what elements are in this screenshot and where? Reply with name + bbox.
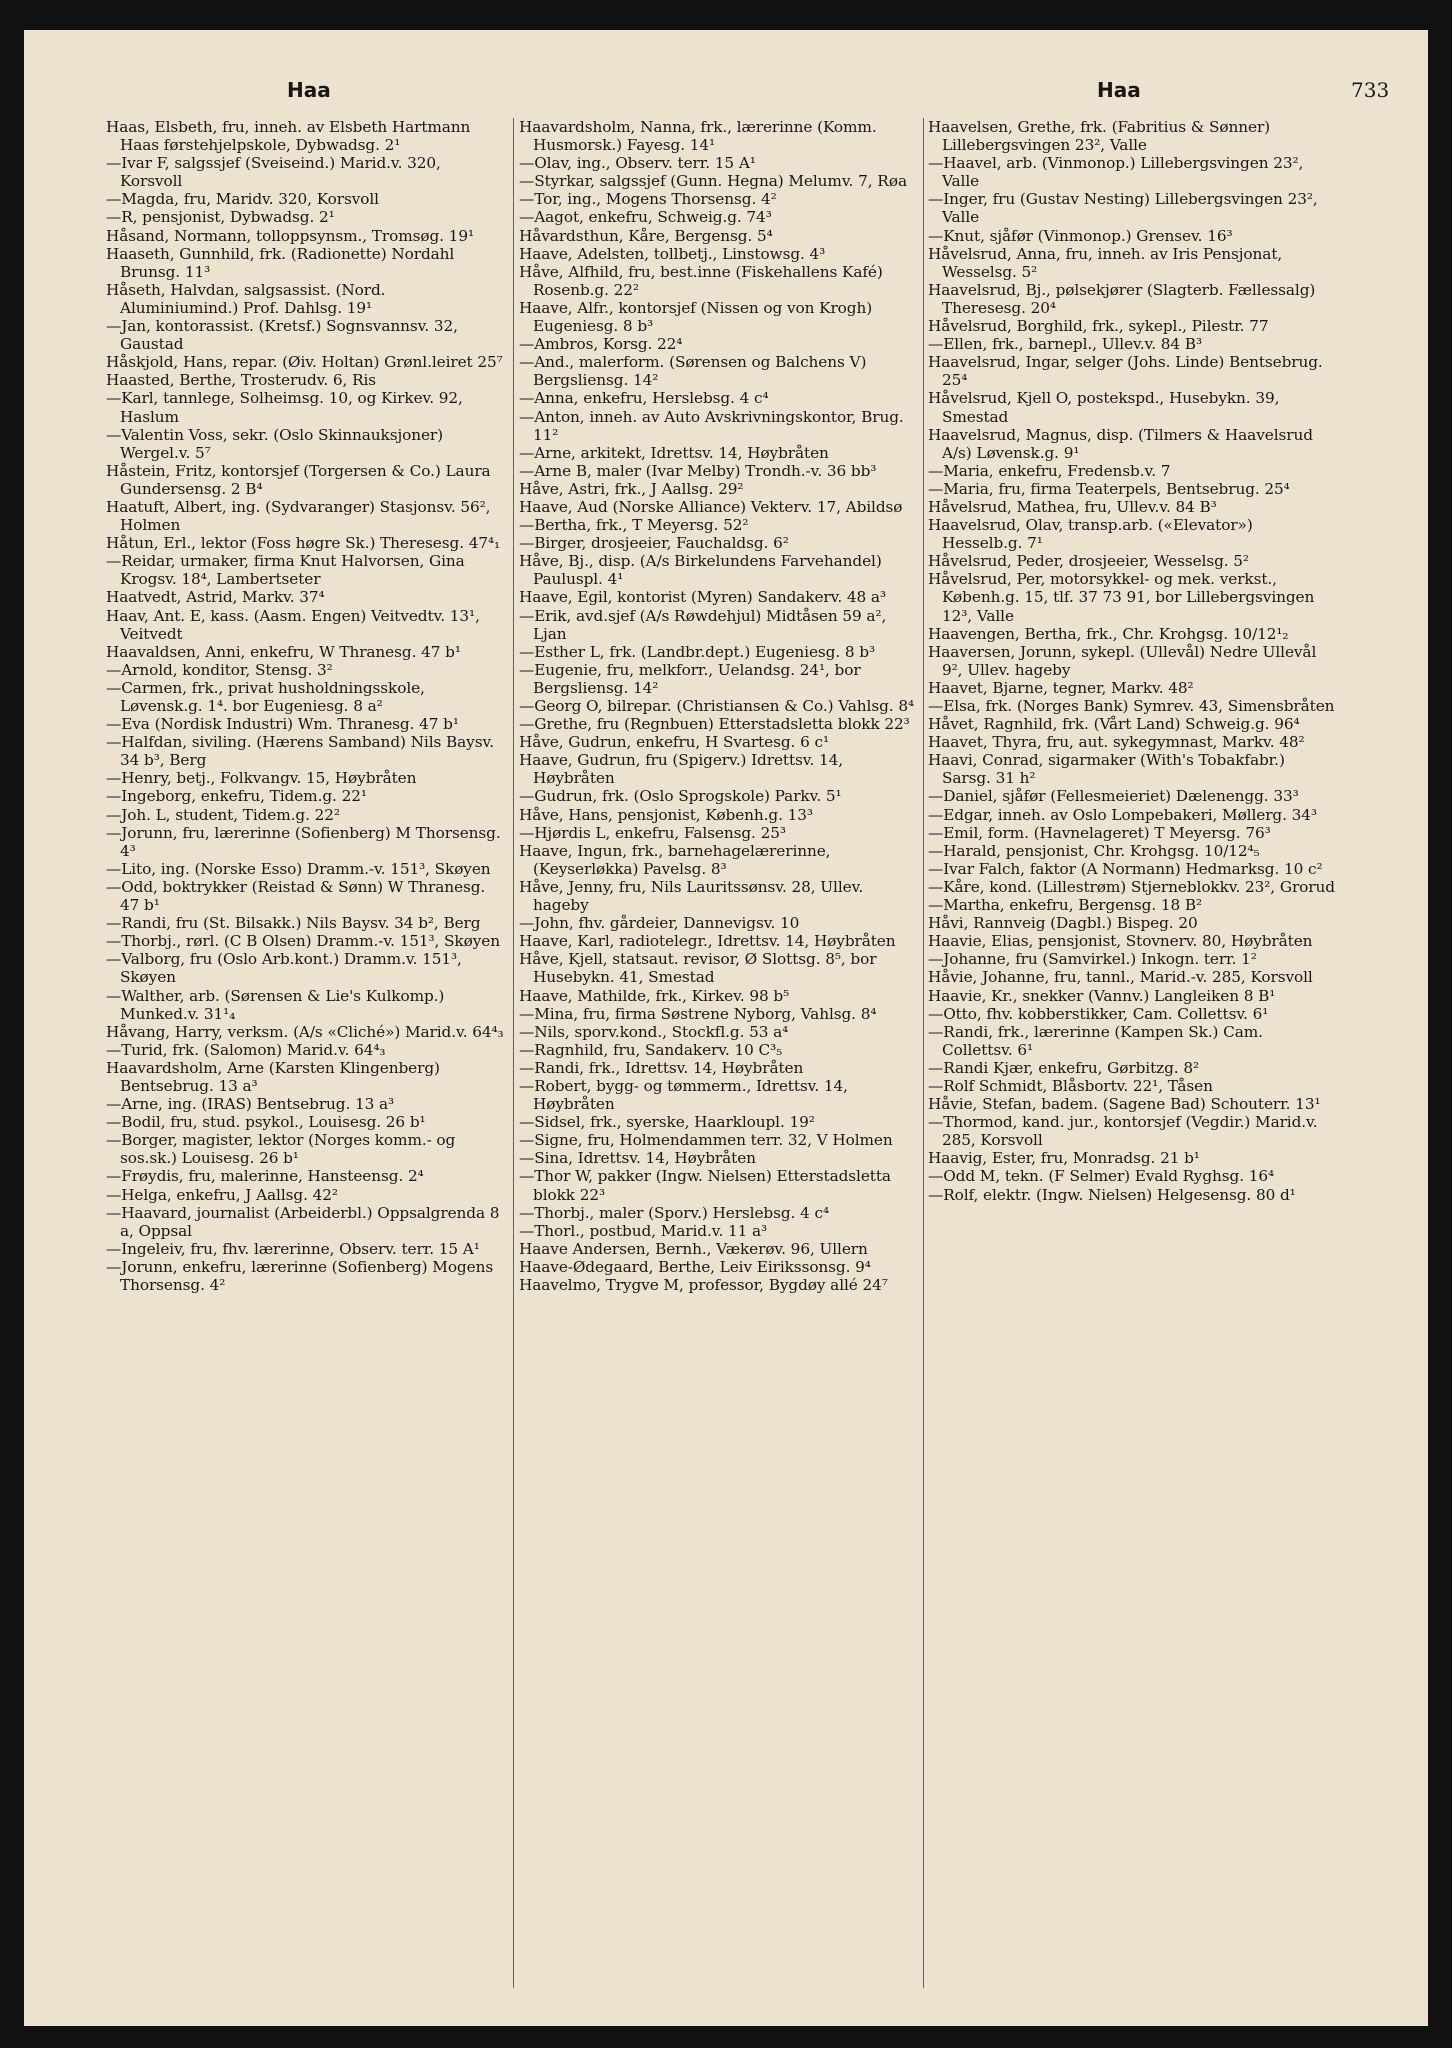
directory-entry: —Carmen, frk., privat husholdningsskole, Løvensk.g. 1⁴. bor Eugeniesg. 8 a² — [106, 678, 425, 715]
directory-entry: —Bodil, fru, stud. psykol., Louisesg. 26 b¹ — [106, 1113, 426, 1132]
directory-entry: Håseth, Halvdan, salgsassist. (Nord. Aluminiumind.) Prof. Dahlsg. 19¹ — [106, 280, 386, 317]
directory-entry: —Knut, sjåfør (Vinmonop.) Grensev. 16³ — [928, 226, 1233, 245]
directory-entry: —Hjørdis L, enkefru, Falsensg. 25³ — [519, 823, 786, 842]
directory-entry: —Borger, magister, lektor (Norges komm.- og sos.sk.) Louisesg. 26 b¹ — [106, 1131, 456, 1168]
directory-entry: —Rolf, elektr. (Ingw. Nielsen) Helgesensg. 80 d¹ — [928, 1185, 1296, 1204]
directory-entry: —Elsa, frk. (Norges Bank) Symrev. 43, Simensbråten — [928, 697, 1335, 715]
directory-entry: Håtun, Erl., lektor (Foss høgre Sk.) Theresesg. 47⁴₁ — [106, 534, 501, 553]
directory-entry: —Bertha, frk., T Meyersg. 52² — [519, 516, 749, 535]
directory-entry: —Randi, frk., Idrettsv. 14, Høybråten — [519, 1058, 804, 1077]
directory-entry: —John, fhv. gårdeier, Dannevigsv. 10 — [519, 914, 800, 933]
directory-entry: —Anton, inneh. av Auto Avskrivningskontor, Brug. 11² — [519, 407, 904, 444]
directory-entry: Haavelsen, Grethe, frk. (Fabritius & Sønner) Lillebergsvingen 23², Valle — [928, 118, 1271, 155]
directory-entry: —Thormod, kand. jur., kontorsjef (Vegdir.) Marid.v. 285, Korsvoll — [928, 1113, 1318, 1150]
directory-entry: Haavardsholm, Nanna, frk., lærerinne (Komm. Husmorsk.) Fayesg. 14¹ — [519, 118, 877, 155]
column-2 — [519, 118, 919, 2008]
directory-entry: —Ambros, Korsg. 22⁴ — [519, 335, 683, 354]
directory-entry: Håvardsthun, Kåre, Bergensg. 5⁴ — [519, 226, 773, 245]
directory-entry: —Arne B, maler (Ivar Melby) Trondh.-v. 36 bb³ — [519, 461, 877, 480]
directory-entry: —Thorbj., maler (Sporv.) Herslebsg. 4 c⁴ — [519, 1203, 829, 1222]
directory-entry: —Anna, enkefru, Herslebsg. 4 c⁴ — [519, 389, 769, 408]
directory-entry: Håskjold, Hans, repar. (Øiv. Holtan) Grønl.leiret 25⁷ — [106, 353, 503, 372]
directory-entry: —Karl, tannlege, Solheimsg. 10, og Kirkev. 92, Haslum — [106, 389, 463, 426]
directory-entry: —Ellen, frk., barnepl., Ullev.v. 84 B³ — [928, 335, 1202, 354]
directory-entry: —Walther, arb. (Sørensen & Lie's Kulkomp.) Munked.v. 31¹₄ — [106, 986, 445, 1023]
directory-entry: —Ingeleiv, fru, fhv. lærerinne, Observ. terr. 15 A¹ — [106, 1239, 480, 1258]
directory-entry: Haave, Mathilde, frk., Kirkev. 98 b⁵ — [519, 986, 790, 1005]
header-left-keyword: Haa — [287, 78, 331, 102]
directory-entry: —Odd, boktrykker (Reistad & Sønn) W Thranesg. 47 b¹ — [106, 877, 486, 915]
page-header — [24, 78, 1428, 108]
directory-entry: Håvie, Stefan, badem. (Sagene Bad) Schouterr. 13¹ — [928, 1095, 1321, 1114]
directory-entry: Haavaldsen, Anni, enkefru, W Thranesg. 47 b¹ — [106, 642, 461, 661]
directory-entry: Håvang, Harry, verksm. (A/s «Cliché») Marid.v. 64⁴₃ — [106, 1022, 504, 1041]
directory-entry: —Erik, avd.sjef (A/s Røwdehjul) Midtåsen 59 a², Ljan — [519, 606, 887, 643]
directory-entry: Haas, Elsbeth, fru, inneh. av Elsbeth Hartmann Haas førstehjelpskole, Dybwadsg. 2¹ — [106, 118, 471, 155]
directory-entry: Haave, Gudrun, fru (Spigerv.) Idrettsv. 14, Høybråten — [519, 751, 844, 788]
header-right-keyword: Haa — [1097, 78, 1141, 102]
directory-entry: —Magda, fru, Maridv. 320, Korsvoll — [106, 190, 379, 209]
directory-entry: Håsand, Normann, tolloppsynsm., Tromsøg. 19¹ — [106, 226, 474, 245]
directory-entry: —Randi Kjær, enkefru, Gørbitzg. 8² — [928, 1058, 1199, 1077]
directory-entry: —Grethe, fru (Regnbuen) Etterstadsletta blokk 22³ — [519, 715, 910, 734]
directory-entry: Håvi, Rannveig (Dagbl.) Bispeg. 20 — [928, 914, 1198, 933]
directory-entry: —Lito, ing. (Norske Esso) Dramm.-v. 151³, Skøyen — [106, 859, 491, 878]
directory-entry: Haave, Ingun, frk., barnehagelærerinne, (Keyserløkka) Pavelsg. 8³ — [519, 841, 831, 878]
directory-entry: —Kåre, kond. (Lillestrøm) Stjerneblokkv. 23², Grorud — [928, 877, 1335, 896]
directory-entry: —Maria, enkefru, Fredensb.v. 7 — [928, 461, 1171, 480]
directory-entry: —Ivar F, salgssjef (Sveiseind.) Marid.v. 320, Korsvoll — [106, 154, 441, 191]
directory-entry: —Eugenie, fru, melkforr., Uelandsg. 24¹, bor Bergsliensg. 14² — [519, 660, 861, 697]
directory-entry: Haaversen, Jorunn, sykepl. (Ullevål) Nedre Ullevål 9², Ullev. hageby — [928, 642, 1317, 679]
directory-entry: Håve, Hans, pensjonist, Københ.g. 13³ — [519, 805, 813, 824]
directory-entry: Haave, Egil, kontorist (Myren) Sandakerv. 48 a³ — [519, 588, 886, 607]
directory-entry: —Sina, Idrettsv. 14, Høybråten — [519, 1149, 756, 1168]
directory-entry: —Daniel, sjåfør (Fellesmeieriet) Dælenengg. 33³ — [928, 787, 1299, 806]
directory-entry: Haave, Alfr., kontorsjef (Nissen og von Krogh) Eugeniesg. 8 b³ — [519, 298, 873, 336]
directory-entry: —Edgar, inneh. av Oslo Lompebakeri, Møllerg. 34³ — [928, 805, 1317, 824]
directory-entry: Haatvedt, Astrid, Markv. 37⁴ — [106, 588, 325, 607]
directory-entry: —Haavel, arb. (Vinmonop.) Lillebergsvingen 23², Valle — [928, 154, 1304, 191]
column-divider — [923, 118, 924, 1988]
directory-entry: —Thorl., postbud, Marid.v. 11 a³ — [519, 1221, 768, 1240]
directory-entry: —Aagot, enkefru, Schweig.g. 74³ — [519, 208, 772, 227]
directory-entry: Håvelsrud, Kjell O, postekspd., Husebykn. 39, Smestad — [928, 389, 1280, 426]
directory-entry: Haavie, Elias, pensjonist, Stovnerv. 80, Høybråten — [928, 932, 1313, 951]
directory-entry: Håve, Gudrun, enkefru, H Svartesg. 6 c¹ — [519, 733, 829, 752]
directory-entry: —Thor W, pakker (Ingw. Nielsen) Etterstadsletta blokk 22³ — [519, 1167, 891, 1204]
directory-entry: Haaseth, Gunnhild, frk. (Radionette) Nordahl Brunsg. 11³ — [106, 244, 455, 281]
directory-entry: —Georg O, bilrepar. (Christiansen & Co.) Vahlsg. 8⁴ — [519, 697, 914, 715]
directory-entry: Haatuft, Albert, ing. (Sydvaranger) Stasjonsv. 56², Holmen — [106, 497, 491, 535]
directory-entry: —Johanne, fru (Samvirkel.) Inkogn. terr. 1² — [928, 950, 1257, 969]
directory-entry: —Frøydis, fru, malerinne, Hansteensg. 2⁴ — [106, 1167, 424, 1186]
column-3 — [928, 118, 1336, 2008]
directory-entry: Håvet, Ragnhild, frk. (Vårt Land) Schweig.g. 96⁴ — [928, 715, 1300, 734]
directory-entry: —Ragnhild, fru, Sandakerv. 10 C³₅ — [519, 1040, 783, 1059]
directory-entry: Haavet, Thyra, fru, aut. sykegymnast, Markv. 48² — [928, 733, 1305, 752]
directory-entry: —Olav, ing., Observ. terr. 15 A¹ — [519, 154, 756, 173]
directory-entry: —Esther L, frk. (Landbr.dept.) Eugeniesg. 8 b³ — [519, 642, 875, 661]
directory-entry: —Valentin Voss, sekr. (Oslo Skinnauksjoner) Wergel.v. 5⁷ — [106, 425, 444, 462]
directory-entry: —Arne, arkitekt, Idrettsv. 14, Høybråten — [519, 443, 829, 462]
directory-entry: Haavie, Kr., snekker (Vannv.) Langleiken 8 B¹ — [928, 986, 1276, 1005]
directory-entry: Håve, Alfhild, fru, best.inne (Fiskehallens Kafé) Rosenb.g. 22² — [519, 262, 883, 299]
directory-entry: —Sidsel, frk., syerske, Haarkloupl. 19² — [519, 1113, 815, 1132]
directory-entry: —Randi, frk., lærerinne (Kampen Sk.) Cam. Collettsv. 6¹ — [928, 1022, 1263, 1059]
directory-entry: —Joh. L, student, Tidem.g. 22² — [106, 805, 340, 824]
directory-entry: Haavelsrud, Olav, transp.arb. («Elevator») Hesselb.g. 7¹ — [928, 516, 1253, 553]
directory-entry: Haavelsrud, Magnus, disp. (Tilmers & Haavelsrud A/s) Løvensk.g. 9¹ — [928, 425, 1313, 462]
directory-entry: Håvie, Johanne, fru, tannl., Marid.-v. 285, Korsvoll — [928, 968, 1313, 987]
directory-entry: —R, pensjonist, Dybwadsg. 2¹ — [106, 208, 335, 227]
directory-entry: —Reidar, urmaker, firma Knut Halvorsen, Gina Krogsv. 18⁴, Lambertseter — [106, 552, 465, 589]
directory-entry: Haave, Karl, radiotelegr., Idrettsv. 14, Høybråten — [519, 932, 896, 951]
directory-entry: Håvelsrud, Mathea, fru, Ullev.v. 84 B³ — [928, 497, 1217, 516]
directory-entry: Haav, Ant. E, kass. (Aasm. Engen) Veitvedtv. 13¹, Veitvedt — [106, 606, 480, 643]
directory-entry: Haave, Aud (Norske Alliance) Vekterv. 17, Abildsø — [519, 497, 903, 516]
directory-entry: Haavengen, Bertha, frk., Chr. Krohgsg. 10/12¹₂ — [928, 624, 1289, 643]
directory-entry: —Arne, ing. (IRAS) Bentsebrug. 13 a³ — [106, 1095, 395, 1114]
directory-entry: —Signe, fru, Holmendammen terr. 32, V Holmen — [519, 1131, 893, 1150]
directory-entry: —Jorunn, fru, lærerinne (Sofienberg) M Thorsensg. 4³ — [106, 823, 501, 860]
directory-entry: —Haavard, journalist (Arbeiderbl.) Oppsalgrenda 8 a, Oppsal — [106, 1203, 500, 1240]
directory-entry: —Nils, sporv.kond., Stockfl.g. 53 a⁴ — [519, 1022, 789, 1041]
directory-entry: —Henry, betj., Folkvangv. 15, Høybråten — [106, 769, 417, 788]
directory-entry: —Gudrun, frk. (Oslo Sprogskole) Parkv. 5¹ — [519, 787, 842, 806]
directory-entry: —Ivar Falch, faktor (A Normann) Hedmarksg. 10 c² — [928, 859, 1323, 878]
directory-entry: —Randi, fru (St. Bilsakk.) Nils Baysv. 34 b², Berg — [106, 914, 481, 933]
page-number: 733 — [1351, 78, 1390, 102]
directory-entry: —Helga, enkefru, J Aallsg. 42² — [106, 1185, 338, 1204]
directory-entry: Haave Andersen, Bernh., Vækerøv. 96, Ullern — [519, 1239, 868, 1258]
directory-entry: —Thorbj., rørl. (C B Olsen) Dramm.-v. 151³, Skøyen — [106, 932, 500, 951]
directory-entry: Håve, Astri, frk., J Aallsg. 29² — [519, 479, 744, 498]
directory-entry: —Otto, fhv. kobberstikker, Cam. Collettsv. 6¹ — [928, 1004, 1269, 1023]
directory-entry: —Martha, enkefru, Bergensg. 18 B² — [928, 896, 1203, 915]
directory-entry: —Inger, fru (Gustav Nesting) Lillebergsvingen 23², Valle — [928, 190, 1318, 227]
directory-entry: —Harald, pensjonist, Chr. Krohgsg. 10/12⁴₅ — [928, 841, 1260, 860]
directory-entry: Håve, Bj., disp. (A/s Birkelundens Farvehandel) Pauluspl. 4¹ — [519, 552, 882, 589]
directory-entry: —Turid, frk. (Salomon) Marid.v. 64⁴₃ — [106, 1040, 386, 1059]
directory-entry: Håvelsrud, Anna, fru, inneh. av Iris Pensjonat, Wesselsg. 5² — [928, 244, 1283, 281]
directory-entry: —Jorunn, enkefru, lærerinne (Sofienberg) Mogens Thorsensg. 4² — [106, 1257, 494, 1294]
column-1 — [106, 118, 506, 2008]
directory-entry: —Rolf Schmidt, Blåsbortv. 22¹, Tåsen — [928, 1076, 1213, 1095]
directory-entry: Haavelsrud, Ingar, selger (Johs. Linde) Bentsebrug. 25⁴ — [928, 353, 1323, 390]
directory-entry: —And., malerform. (Sørensen og Balchens V) Bergsliensg. 14² — [519, 353, 867, 390]
directory-page — [24, 30, 1428, 2026]
directory-entry: Haave-Ødegaard, Berthe, Leiv Eirikssonsg. 9⁴ — [519, 1257, 871, 1276]
directory-entry: —Tor, ing., Mogens Thorsensg. 4² — [519, 190, 777, 209]
directory-entry: —Eva (Nordisk Industri) Wm. Thranesg. 47 b¹ — [106, 715, 459, 734]
directory-entry: —Valborg, fru (Oslo Arb.kont.) Dramm.v. 151³, Skøyen — [106, 950, 462, 987]
directory-entry: Haavardsholm, Arne (Karsten Klingenberg) Bentsebrug. 13 a³ — [106, 1058, 440, 1095]
directory-entry: —Odd M, tekn. (F Selmer) Evald Ryghsg. 16⁴ — [928, 1167, 1275, 1186]
directory-entry: —Birger, drosjeeier, Fauchaldsg. 6² — [519, 534, 789, 553]
directory-entry: —Styrkar, salgssjef (Gunn. Hegna) Melumv. 7, Røa — [519, 172, 908, 191]
directory-entry: —Arnold, konditor, Stensg. 3² — [106, 660, 333, 679]
directory-entry: Håvelsrud, Per, motorsykkel- og mek. verkst., Københ.g. 15, tlf. 37 73 91, bor Lillebergsvingen 12³, Valle — [928, 570, 1315, 625]
directory-entry: Haavelsrud, Bj., pølsekjører (Slagterb. Fællessalg) Theresesg. 20⁴ — [928, 280, 1316, 317]
directory-entry: Håve, Kjell, statsaut. revisor, Ø Slottsg. 8⁵, bor Husebykn. 41, Smestad — [519, 950, 877, 987]
directory-entry: —Jan, kontorassist. (Kretsf.) Sognsvannsv. 32, Gaustad — [106, 317, 458, 354]
directory-entry: Håvelsrud, Borghild, frk., sykepl., Pilestr. 77 — [928, 317, 1269, 336]
directory-entry: —Mina, fru, firma Søstrene Nyborg, Vahlsg. 8⁴ — [519, 1004, 877, 1023]
directory-entry: Håvelsrud, Peder, drosjeeier, Wesselsg. 5² — [928, 552, 1249, 571]
directory-entry: —Robert, bygg- og tømmerm., Idrettsv. 14, Høybråten — [519, 1076, 848, 1114]
directory-entry: Haavi, Conrad, sigarmaker (With's Tobakfabr.) Sarsg. 31 h² — [928, 751, 1285, 788]
directory-entry: —Emil, form. (Havnelageret) T Meyersg. 76³ — [928, 823, 1271, 842]
directory-entry: —Ingeborg, enkefru, Tidem.g. 22¹ — [106, 787, 367, 806]
directory-entry: —Maria, fru, firma Teaterpels, Bentsebrug. 25⁴ — [928, 479, 1290, 498]
directory-entry: Håve, Jenny, fru, Nils Lauritssønsv. 28, Ullev. hageby — [519, 877, 864, 915]
directory-entry: —Halfdan, siviling. (Hærens Samband) Nils Baysv. 34 b³, Berg — [106, 733, 494, 770]
directory-entry: Haave, Adelsten, tollbetj., Linstowsg. 4³ — [519, 244, 826, 263]
directory-entry: Haavet, Bjarne, tegner, Markv. 48² — [928, 678, 1194, 697]
column-divider — [513, 118, 514, 1988]
directory-entry: Haavelmo, Trygve M, professor, Bygdøy allé 24⁷ — [519, 1276, 888, 1294]
directory-entry: Haavig, Ester, fru, Monradsg. 21 b¹ — [928, 1149, 1200, 1168]
directory-entry: Håstein, Fritz, kontorsjef (Torgersen & Co.) Laura Gundersensg. 2 B⁴ — [106, 461, 491, 498]
directory-entry: Haasted, Berthe, Trosterudv. 6, Ris — [106, 371, 377, 390]
